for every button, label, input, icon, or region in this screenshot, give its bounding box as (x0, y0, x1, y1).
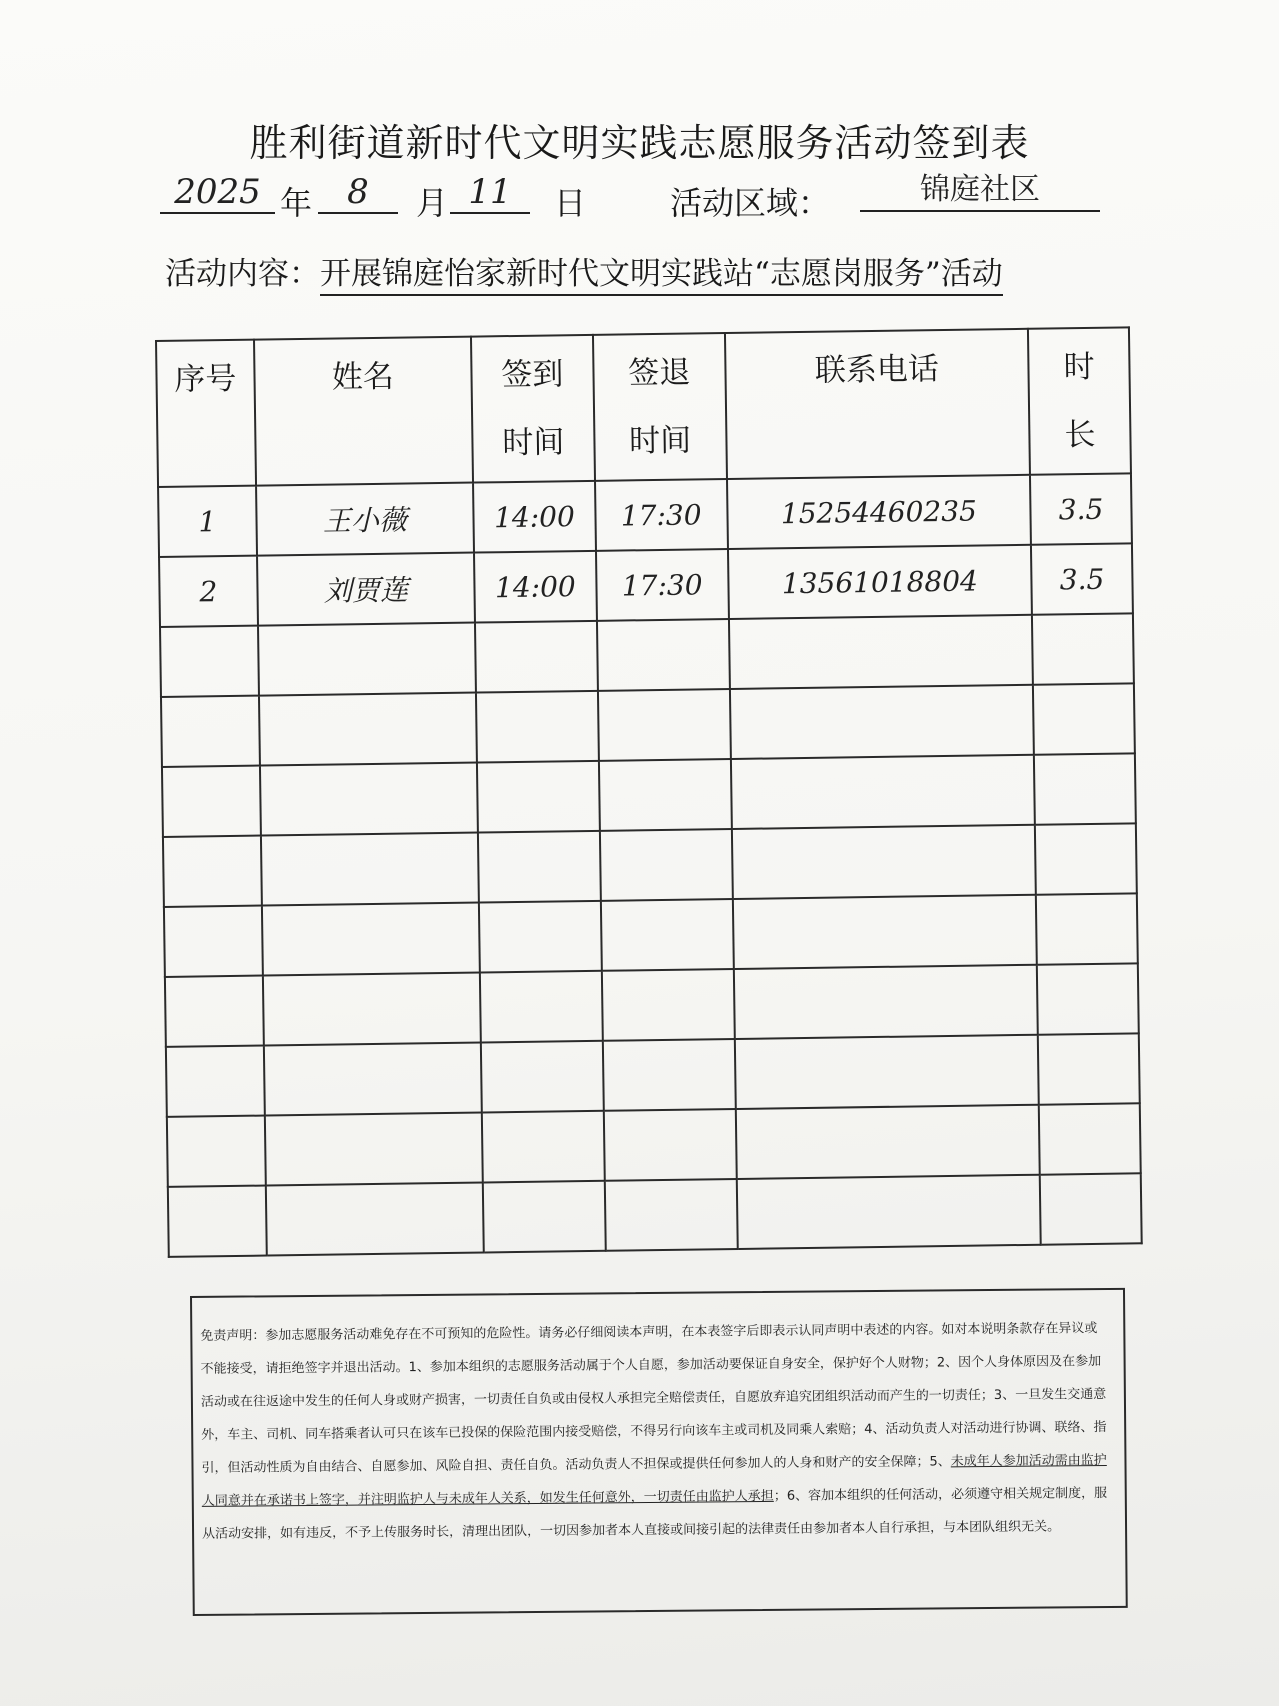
header-name: 姓名 (254, 337, 473, 486)
row-name: 王小薇 (256, 483, 474, 556)
header-duration: 时 长 (1028, 327, 1131, 474)
row-duration: 3.5 (1030, 473, 1132, 544)
row-checkout: 17:30 (595, 479, 728, 551)
row-no: 2 (159, 556, 258, 627)
day-label: 日 (554, 184, 587, 222)
activity-content-row (165, 248, 1165, 293)
disclaimer-text: 免责声明：参加志愿服务活动难免存在不可预知的危险性。请务必仔细阅读本声明，在本表签字后即表示认同声明中表述的内容。如对本说明条款存在异议或不能接受，请拒绝签字并退出活动。1、参加本组织的志愿服务活动属于个人自愿，参加活动要保证自身安全，保护好个人财物；2、因个人身体原因及在参加活动或在往返途中发生的任何人身或财产损害，一切责任自负或由侵权人承担完全赔偿责任，自愿放弃追究团组织活动而产生的一切责任；3、一旦发生交通意外，车主、司机、同车搭乘者认可只在该车已投保的保险范围内接受赔偿，不得另行向该车主或司机及同乘人索赔；4、活动负责人对活动进行协调、联络、指引，但活动性质为自由结合、自愿参加、风险自担、责任自负。活动负责人不担保或提供任何参加人的人身和财产的安全保障；5、 (200, 1321, 1107, 1476)
month-label: 月 (416, 184, 449, 222)
area-label: 活动区域： (670, 184, 831, 222)
year-label: 年 (280, 184, 313, 222)
header-no: 序号 (156, 340, 256, 487)
area-value: 锦庭社区 (860, 170, 1100, 212)
disclaimer-text-end: ；6、容加本组织的任何活动，必须遵守相关规定制度，服从活动安排，如有违反，不予上传服务时长，清理出团队，一切因参加者本人直接或间接引起的法律责任由参加者本人自行承担，与本团队组织无关。 (202, 1486, 1108, 1542)
table-header-row (156, 327, 1131, 487)
header-checkout-time: 签退 时间 (593, 333, 727, 481)
header-checkin-time: 签到 时间 (471, 335, 595, 483)
month-value: 8 (318, 172, 398, 214)
attendance-table (155, 326, 1143, 1258)
row-duration: 3.5 (1031, 543, 1133, 614)
table-row-empty (168, 1173, 1142, 1257)
row-no: 1 (158, 486, 257, 557)
content-label: 活动内容： (165, 256, 320, 292)
year-value: 2025 (160, 172, 275, 214)
row-checkout: 17:30 (596, 549, 729, 621)
day-value: 11 (450, 172, 530, 214)
content-value: 开展锦庭怡家新时代文明实践站“志愿岗服务”活动 (320, 256, 1003, 296)
sheet-title: 胜利街道新时代文明实践志愿服务活动签到表 (249, 121, 1030, 165)
row-name: 刘贾莲 (257, 553, 475, 626)
date-and-area-row (160, 172, 1110, 232)
row-phone: 13561018804 (728, 545, 1033, 619)
row-checkin: 14:00 (474, 551, 597, 623)
header-phone: 联系电话 (725, 329, 1031, 479)
row-checkin: 14:00 (473, 481, 596, 553)
disclaimer-box (190, 1288, 1128, 1616)
row-phone: 15254460235 (727, 475, 1032, 549)
disclaimer-guardian-clause: 未成年人参加活动需由监护人同意并在承诺书上签字，并注明监护人与未成年人关系，如发生任何意外，一切责任由监护人承担 (201, 1453, 1107, 1509)
